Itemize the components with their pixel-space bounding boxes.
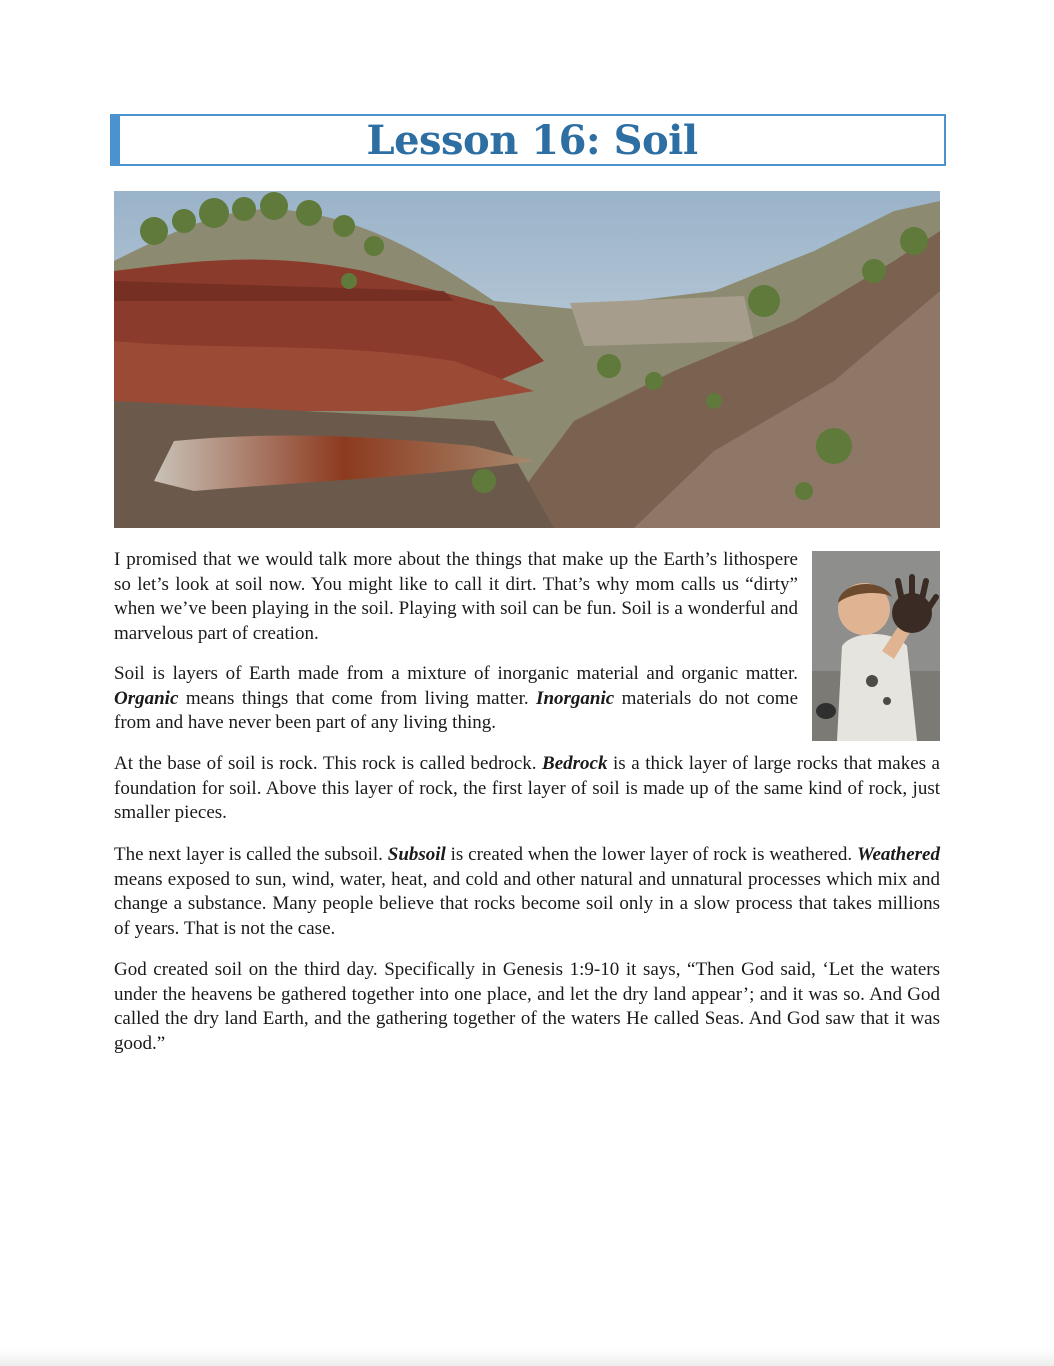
landscape-illustration (114, 191, 940, 528)
paragraph-text: Soil is layers of Earth made from a mixture of inorganic material and organic matter. (114, 663, 798, 684)
page-bottom-shadow (0, 1348, 1054, 1366)
term-subsoil: Subsoil (387, 844, 446, 865)
paragraph-text: The next layer is called the subsoil. (114, 844, 388, 865)
term-organic: Organic (114, 687, 179, 709)
paragraph-text: materials do not come from and have never been part of any living thing. (114, 687, 798, 733)
child-illustration (812, 551, 940, 741)
term-weathered: Weathered (856, 844, 940, 865)
landscape-photo (114, 191, 940, 528)
lesson-title-box (110, 114, 946, 166)
paragraph-text: means things that come from living matter. (178, 687, 537, 709)
paragraph-text: is a thick layer of large rocks that makes a foundation for soil. Above this layer of rock, the first layer of soil is made up of the same kind of rock, just smaller pieces. (114, 753, 940, 823)
paragraph-intro: I promised that we would talk more about the things that make up the Earth’s lithospere so let’s look at soil now. You might like to call it dirt. That’s why mom calls us “dirty” when we’ve been playing in the soil. Playing with soil can be fun. Soil is a wonderful and marvelous part of creation. (114, 549, 798, 644)
paragraph-text: At the base of soil is rock. This rock is called bedrock. (114, 753, 543, 774)
paragraph-text: means exposed to sun, wind, water, heat, and cold and other natural and unnatural processes which mix and change a substance. Many people believe that rocks become soil only in a slow process that takes millions of years. That is not the case. (114, 868, 940, 939)
page-title: Lesson 16: Soil (366, 116, 698, 164)
paragraph-bedrock (114, 752, 940, 826)
term-bedrock: Bedrock (542, 753, 608, 774)
paragraph-soil-definition (114, 662, 798, 736)
child-dirty-hand-photo (812, 551, 940, 741)
paragraph-text: is created when the lower layer of rock is weathered. (445, 844, 857, 865)
paragraph-genesis: God created soil on the third day. Specifically in Genesis 1:9-10 it says, “Then God said, ‘Let the waters under the heavens be gathered together into one place, and let the dry land appear’; and it was so. And God called the dry land Earth, and the gathering together of the waters He called Seas. And God saw that it was good.” (114, 959, 940, 1054)
paragraph-subsoil (114, 843, 940, 941)
term-inorganic: Inorganic (536, 687, 615, 709)
